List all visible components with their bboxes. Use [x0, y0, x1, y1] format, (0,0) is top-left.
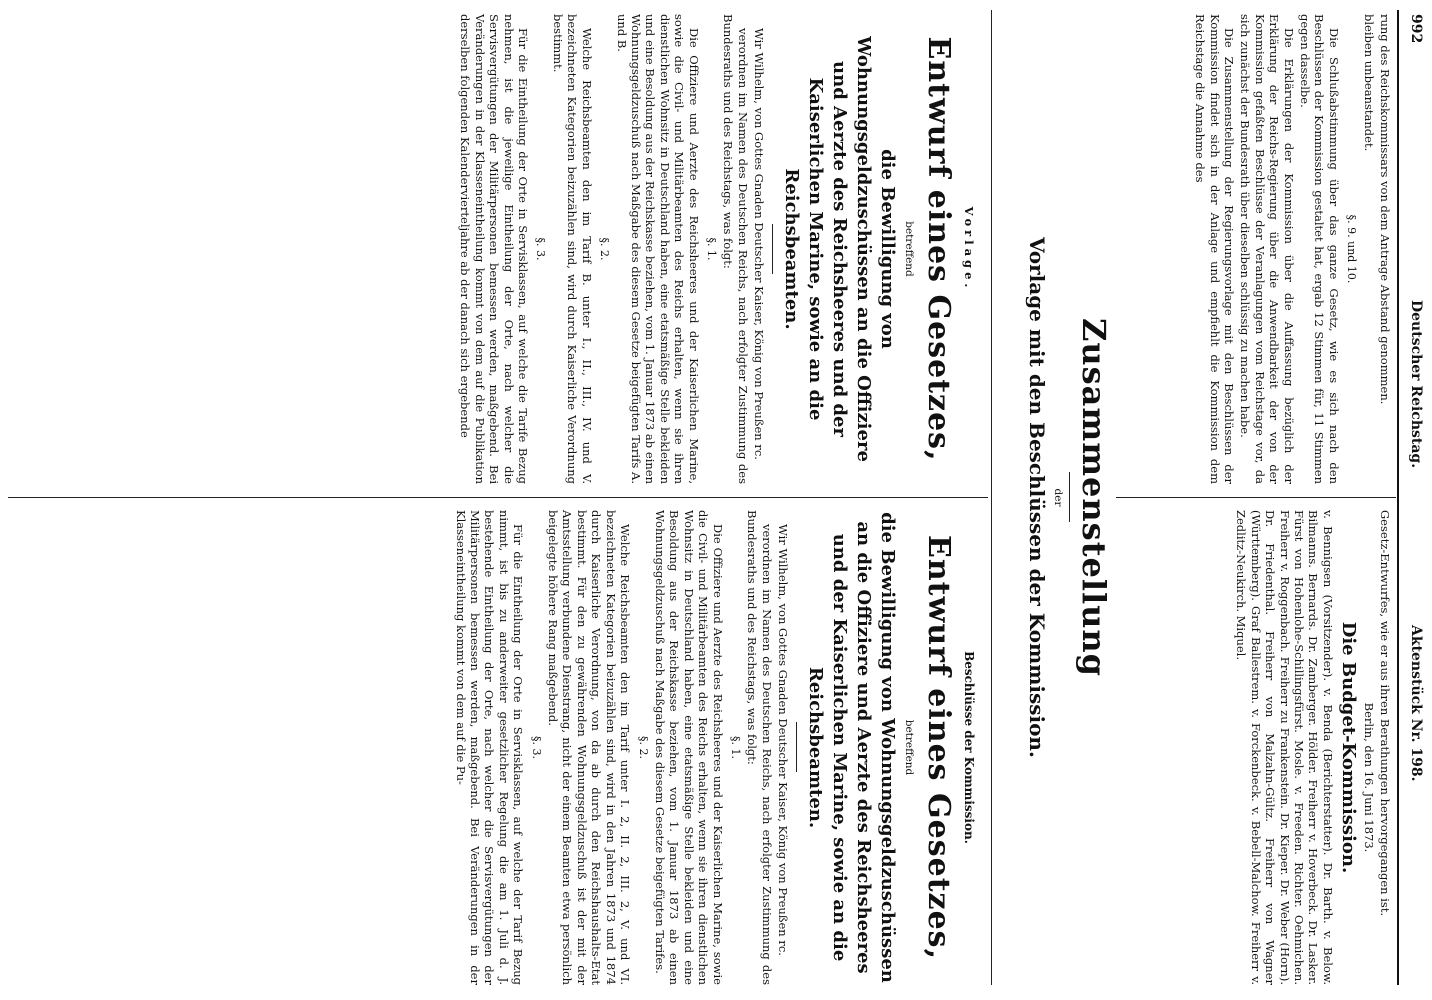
- top-left-column: [1191, 14, 1392, 484]
- header-rule: [1397, 10, 1399, 985]
- section-2-text: Welche Reichsbeamten den im Tarif B. unter I., II., III., IV. und V. bezeichneten Kategorien beizuzählen sind, wird durch Kaiserliche Verordnung bestimmt.: [550, 14, 594, 484]
- document-reference: Aktenstück Nr. 198.: [1408, 625, 1424, 782]
- commission-members: v. Bennigsen (Vorsitzender). v. Benda (Berichterstatter). Dr. Barth. v. Below. Bilmanns. Bernards. Dr. Zamberger. Hölder. Freiherr v. Hoverbeck. Dr. Lasker. Fürst von Hohenlohe-Schillingsfürst. Mosle. v. Freeden. Richter. Oehmichen. Freiherr v. Roggenbach. Freiherr zu Frankenstein. Dr. Kieper. Dr. Weber (Horn). Dr. Friedenthal. Freiherr von Malzahn-Gültz. Freiherr von Wagner (Württemberg). Graf Ballestrem. v. Forckenbeck. v. Bebell-Malchow. Freiherr v. Zedlitz-Neukirch. Miquel.: [1234, 510, 1335, 985]
- section-3-text: Für die Eintheilung der Orte in Servisklassen, auf welche der Tarif Bezug nimmt, ist bis zu anderweiter gesetzlicher Regelung die am 1. Juli d. J. bestehende Eintheilung der Orte, nach welcher die Servisvergütungen der Militärpersonen bemessen werden, maßgebend. Bei Veränderungen in der Klasseneintheilung kommt von dem auf die Pu-: [453, 510, 526, 985]
- bill-subject: die Bewilligung von Wohnungsgeldzuschüssen an die Offiziere und Aerzte des Reichsheeres und der Kaiserlichen Marine, sowie an die Reichsbeamten.: [781, 36, 899, 462]
- commission-title: Die Budget-Kommission.: [1338, 621, 1360, 874]
- section-3-heading: §. 3.: [529, 736, 543, 759]
- top-right-column: [1232, 510, 1392, 985]
- section-2-text: Welche Reichsbeamten den im Tarif unter I. 2, II. 2, III. 2, V. und VI. bezeichneten Kategorien beizuzählen sind, wird in den Jahren 1873 und 1874 durch Kaiserliche Verordnung, von da ab durch den Reichshaushalts-Etat bestimmt. Für den zu gewährenden Wohnungsgeldzuschuß ist der mit der Amtsstellung verbundene Dienstrang, nicht der einem Beamten etwa persönlich beigelegte höhere Rang maßgebend.: [546, 510, 633, 985]
- section-1-text: Die Offiziere und Aerzte des Reichsheeres und der Kaiserlichen Marine, sowie die Civil- und Militärbeamten des Reichs erhalten, wenn sie ihren dienstlichen Wohnsitz in Deutschland haben, eine etatsmäßige Stelle bekleiden und eine Besoldung aus der Reichskasse beziehen, vom 1. Januar 1873 ab einen Wohnungsgeldzuschuß nach Maßgabe des diesem Gesetze beigefügten Tarifes.: [652, 510, 725, 985]
- remains-text: bleiben unbeanstandet.: [1361, 14, 1376, 152]
- column-divider: [8, 497, 988, 498]
- section-1-heading: §. 1.: [728, 736, 742, 759]
- concerning: betreffend: [902, 719, 915, 776]
- main-title: Zusammenstellung: [1075, 317, 1113, 678]
- continuation-text: rung des Reichskommissars von dem Antrage Abstand genommen.: [1378, 14, 1392, 405]
- section-1-text: Die Offiziere und Aerzte des Reichsheeres und der Kaiserlichen Marine, sowie die Civil- und Militärbeamten des Reichs erhalten, wenn sie ihren dienstlichen Wohnsitz in Deutschland haben, eine etatsmäßige Stelle bekleiden und eine Besoldung aus der Reichskasse beziehen, vom 1. Januar 1873 ab einen Wohnungsgeldzuschuß nach Maßgabe des diesem Gesetze beigefügten Tarifs A. und B.: [614, 14, 701, 484]
- paragraph: Die Schlußabstimmung über das ganze Gesetz, wie es sich nach den Beschlüssen der Kommission gestaltet hat, ergab 12 Stimmen für, 11 Stimmen gegen dasselbe.: [1297, 14, 1341, 484]
- bill-title: Entwurf eines Gesetzes,: [920, 534, 956, 961]
- emperor-clause: Wir Wilhelm, von Gottes Gnaden Deutscher Kaiser, König von Preußen rc.: [776, 524, 791, 956]
- section-2-heading: §. 2.: [598, 237, 612, 261]
- emperor-clause: Wir Wilhelm, von Gottes Gnaden Deutscher Kaiser, König von Preußen rc.: [752, 28, 767, 460]
- page-number: 992: [1408, 14, 1424, 44]
- section-heading: §. 9. und 10.: [1345, 214, 1359, 284]
- section-3-heading: §. 3.: [534, 237, 548, 261]
- publication-title: Deutscher Reichstag.: [1408, 300, 1424, 469]
- title-of: der: [1052, 488, 1064, 507]
- section-1-heading: §. 1.: [704, 237, 718, 261]
- subtitle: Vorlage mit den Beschlüssen der Kommission.: [1024, 237, 1049, 758]
- decree-clause: verordnen im Namen des Deutschen Reichs, nach erfolgter Zustimmung des Bundesraths und des Reichstags, was folgt:: [745, 510, 774, 985]
- section-rule: [772, 224, 773, 274]
- continuation-text: Gesetz-Entwurfes, wie er aus ihren Berathungen hervorgegangen ist.: [1378, 510, 1392, 917]
- place-date: Berlin, den 16. Juni 1873.: [1361, 702, 1376, 853]
- decree-clause: verordnen im Namen des Deutschen Reichs, nach erfolgter Zustimmung des Bundesraths und des Reichstags, was folgt:: [721, 14, 750, 484]
- section-rule: [796, 722, 797, 772]
- bill-subject: die Bewilligung von Wohnungsgeldzuschüssen an die Offiziere und Aerzte des Reichsheeres und der Kaiserlichen Marine, sowie an die Reichsbeamten.: [805, 512, 899, 983]
- bill-title: Entwurf eines Gesetzes,: [920, 36, 956, 462]
- column-divider: [1116, 497, 1396, 498]
- paragraph: Die Erklärungen der Kommission über die Auffassung bezüglich der Erklärung der Reichs-Regierung über die Anwendbarkeit der von der Kommission gefaßten Beschlüsse der Veranlagungen vom Reichstage vor, da sich zunächst der Bundesrath über dieselben schlüssig zu machen habe.: [1238, 14, 1296, 484]
- column-label: Vorlage.: [962, 206, 976, 292]
- title-divider: [991, 10, 992, 985]
- vorlage-column: [456, 14, 984, 484]
- section-2-heading: §. 2.: [636, 736, 650, 759]
- section-3-text: Für die Eintheilung der Orte in Servisklassen, auf welche die Tarife Bezug nehmen, ist die jeweilige Eintheilung der Orte, nach welcher die Servisvergütungen der Militärpersonen bemessen werden, maßgebend. Bei Veränderungen in der Klasseneintheilung kommt von dem auf die Publikation derselben folgenden Kalendervierteljahre ab der danach sich ergebende: [458, 14, 531, 484]
- title-rule: [1069, 472, 1070, 522]
- column-label: Beschlüsse der Kommission.: [962, 651, 976, 844]
- concerning: betreffend: [902, 221, 915, 277]
- paragraph: Die Zusammenstellung der Regierungsvorlage mit den Beschlüssen der Kommission findet sich in der Anlage und empfiehlt die Kommission dem Reichstage die Annahme des: [1193, 14, 1236, 484]
- commission-column: [451, 510, 984, 985]
- title-block: [1023, 10, 1114, 985]
